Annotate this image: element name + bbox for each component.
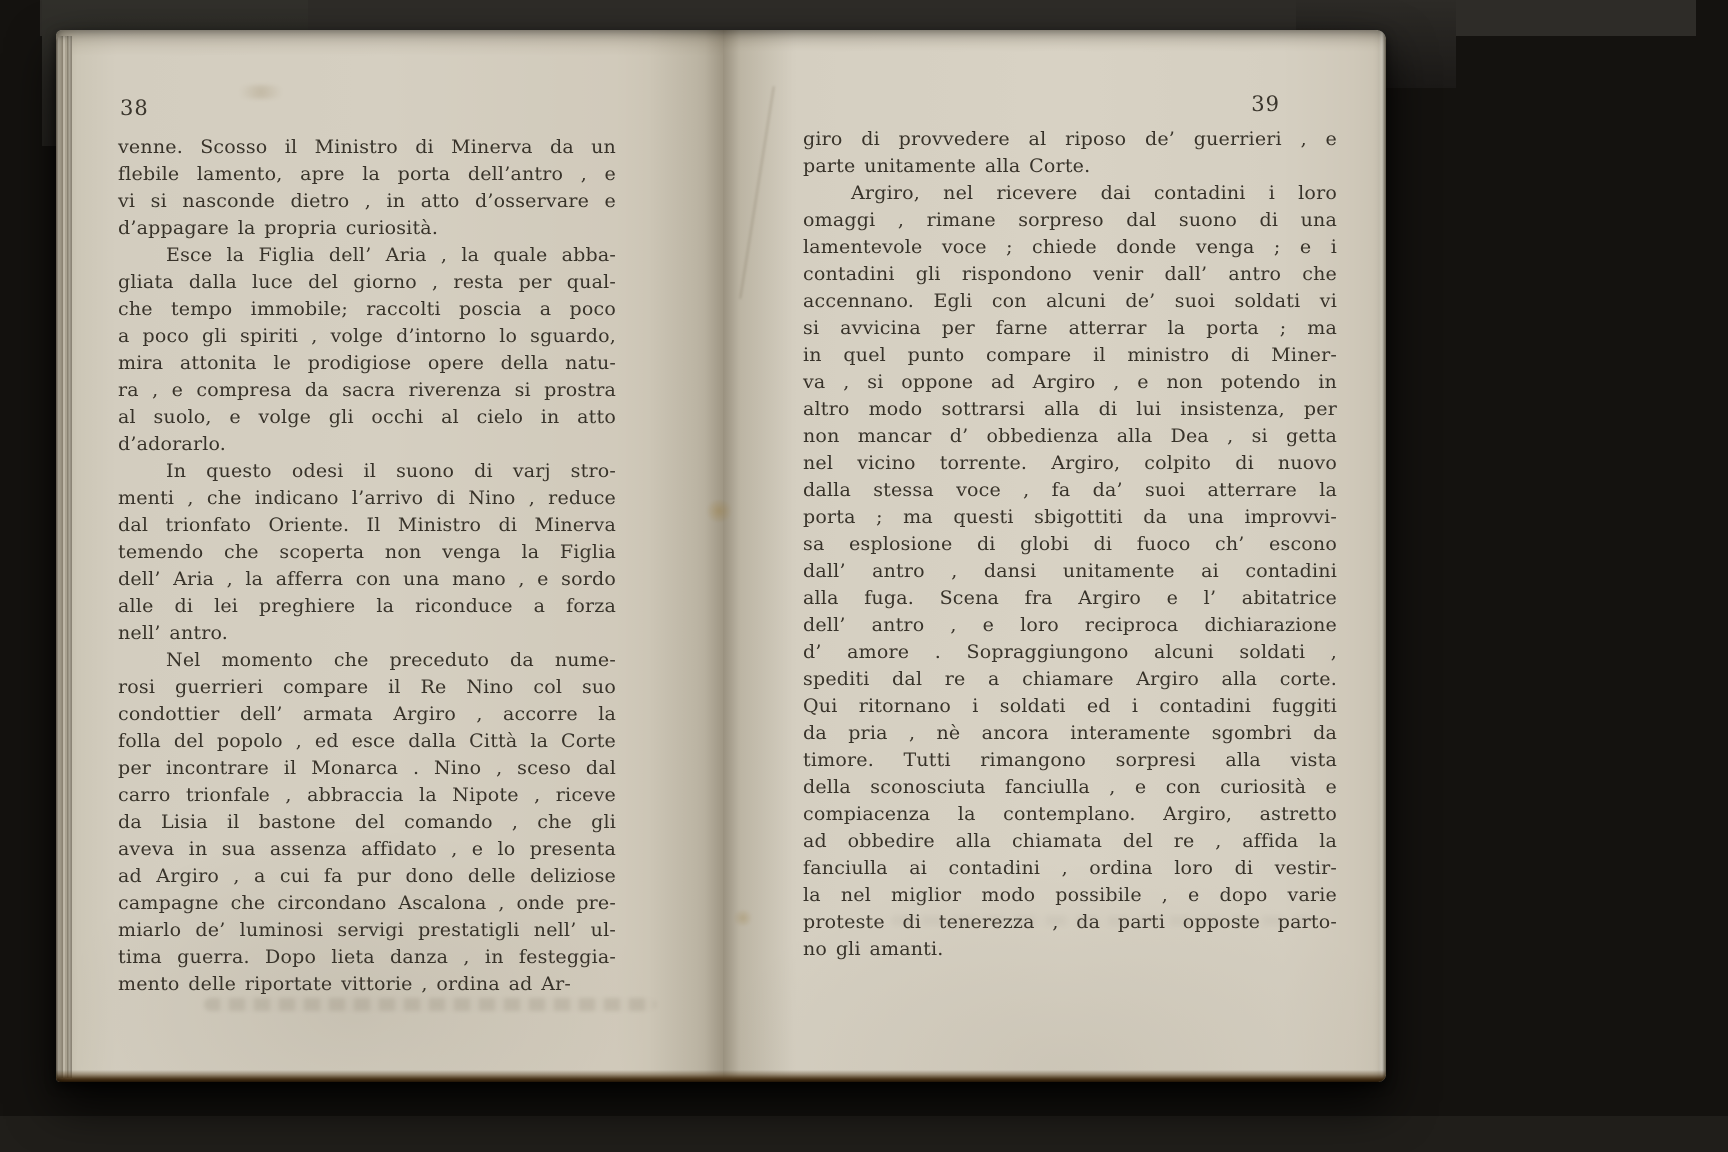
text-line: dalla stessa voce , fa da’ suoi atterrare la [803, 479, 1337, 501]
text-line: timore. Tutti rimangono sorpresi alla vista [803, 749, 1337, 771]
text-line: ra , e compresa da sacra riverenza si prostra [118, 379, 616, 401]
text-line: campagne che circondano Ascalona , onde pre- [118, 892, 616, 914]
open-book [56, 30, 1386, 1082]
background-bottom-band [0, 1116, 1728, 1152]
show-through-text-smudge [204, 998, 656, 1011]
text-line: no gli amanti. [803, 938, 944, 960]
text-line: temendo che scoperta non venga la Figlia [118, 541, 616, 563]
text-line: nell’ antro. [118, 622, 229, 644]
text-line: venne. Scosso il Ministro di Minerva da un [118, 136, 616, 158]
text-line: vi si nasconde dietro , in atto d’osservare e [118, 190, 616, 212]
text-line: aveva in sua assenza affidato , e lo presenta [118, 838, 616, 860]
text-line: proteste di tenerezza , da parti opposte parto- [803, 911, 1337, 933]
text-line: mento delle riportate vittorie , ordina ad Ar- [118, 973, 572, 995]
paper-stain [732, 910, 754, 926]
text-line: sa esplosione di globi di fuoco ch’ escono [803, 533, 1337, 555]
text-line: d’ amore . Sopraggiungono alcuni soldati , [803, 641, 1337, 663]
text-line: Argiro, nel ricevere dai contadini i loro [851, 182, 1337, 204]
paper-stain [704, 500, 734, 522]
text-line: contadini gli rispondono venir dall’ antro che [803, 263, 1337, 285]
text-line: accennano. Egli con alcuni de’ suoi soldati vi [803, 290, 1337, 312]
text-line: d’adorarlo. [118, 433, 227, 455]
text-line: omaggi , rimane sorpreso dal suono di una [803, 209, 1337, 231]
text-line: tima guerra. Dopo lieta danza , in festeggia- [118, 946, 616, 968]
text-line: che tempo immobile; raccolti poscia a poco [118, 298, 616, 320]
text-line: giro di provvedere al riposo de’ guerrieri , e [803, 128, 1337, 150]
page-left-text [118, 134, 616, 998]
text-line: In questo odesi il suono di varj stro- [166, 460, 616, 482]
text-line: dal trionfato Oriente. Il Ministro di Minerva [118, 514, 616, 536]
text-line: nel vicino torrente. Argiro, colpito di nuovo [803, 452, 1337, 474]
page-number-right: 39 [1251, 92, 1280, 116]
page-edges-stack-left [56, 36, 72, 1078]
text-line: Esce la Figlia dell’ Aria , la quale abba- [166, 244, 616, 266]
text-line: al suolo, e volge gli occhi al cielo in atto [118, 406, 616, 428]
text-line: dell’ Aria , la afferra con una mano , e sordo [118, 568, 616, 590]
text-line: in quel punto compare il ministro di Miner- [803, 344, 1337, 366]
text-line: alle di lei preghiere la riconduce a forza [118, 595, 616, 617]
text-line: menti , che indicano l’arrivo di Nino , reduce [118, 487, 616, 509]
page-right-text [803, 126, 1337, 963]
text-line: alla fuga. Scena fra Argiro e l’ abitatrice [803, 587, 1337, 609]
text-line: mira attonita le prodigiose opere della natu- [118, 352, 616, 374]
page-number-left: 38 [120, 96, 149, 120]
text-line: Nel momento che preceduto da nume- [166, 649, 616, 671]
text-line: gliata dalla luce del giorno , resta per qual- [118, 271, 616, 293]
text-line: porta ; ma questi sbigottiti da una improvvi- [803, 506, 1337, 528]
text-line: la nel miglior modo possibile , e dopo varie [803, 884, 1337, 906]
text-line: da Lisia il bastone del comando , che gli [118, 811, 616, 833]
text-line: per incontrare il Monarca . Nino , sceso dal [118, 757, 616, 779]
text-line: Qui ritornano i soldati ed i contadini fuggiti [803, 695, 1337, 717]
text-line: compiacenza la contemplano. Argiro, astretto [803, 803, 1337, 825]
text-line: rosi guerrieri compare il Re Nino col suo [118, 676, 616, 698]
text-line: condottier dell’ armata Argiro , accorre la [118, 703, 616, 725]
text-line: lamentevole voce ; chiede donde venga ; e i [803, 236, 1337, 258]
text-line: ad obbedire alla chiamata del re , affida la [803, 830, 1337, 852]
paper-stain [231, 85, 291, 99]
text-line: va , si oppone ad Argiro , e non potendo in [803, 371, 1337, 393]
text-line: flebile lamento, apre la porta dell’antro , e [118, 163, 616, 185]
text-line: miarlo de’ luminosi servigi prestatigli nell’ ul- [118, 919, 616, 941]
text-line: si avvicina per farne atterrar la porta ; ma [803, 317, 1337, 339]
show-through-text-smudge [891, 915, 1311, 926]
text-line: dell’ antro , e loro reciproca dichiarazione [803, 614, 1337, 636]
text-line: d’appagare la propria curiosità. [118, 217, 439, 239]
book-bottom-edge [56, 1070, 1386, 1082]
page-edge-right [1379, 30, 1386, 1082]
text-line: altro modo sottrarsi alla di lui insistenza, per [803, 398, 1337, 420]
text-line: dall’ antro , dansi unitamente ai contadini [803, 560, 1337, 582]
text-line: non mancar d’ obbedienza alla Dea , si getta [803, 425, 1337, 447]
text-line: fanciulla ai contadini , ordina loro di vestir- [803, 857, 1337, 879]
text-line: folla del popolo , ed esce dalla Città la Corte [118, 730, 616, 752]
text-line: della sconosciuta fanciulla , e con curiosità e [803, 776, 1337, 798]
text-line: carro trionfale , abbraccia la Nipote , riceve [118, 784, 616, 806]
text-line: ad Argiro , a cui fa pur dono delle deliziose [118, 865, 616, 887]
text-line: a poco gli spiriti , volge d’intorno lo sguardo, [118, 325, 616, 347]
text-line: da pria , nè ancora interamente sgombri da [803, 722, 1337, 744]
text-line: parte unitamente alla Corte. [803, 155, 1091, 177]
page-left [56, 30, 723, 1082]
text-line: spediti dal re a chiamare Argiro alla corte. [803, 668, 1337, 690]
